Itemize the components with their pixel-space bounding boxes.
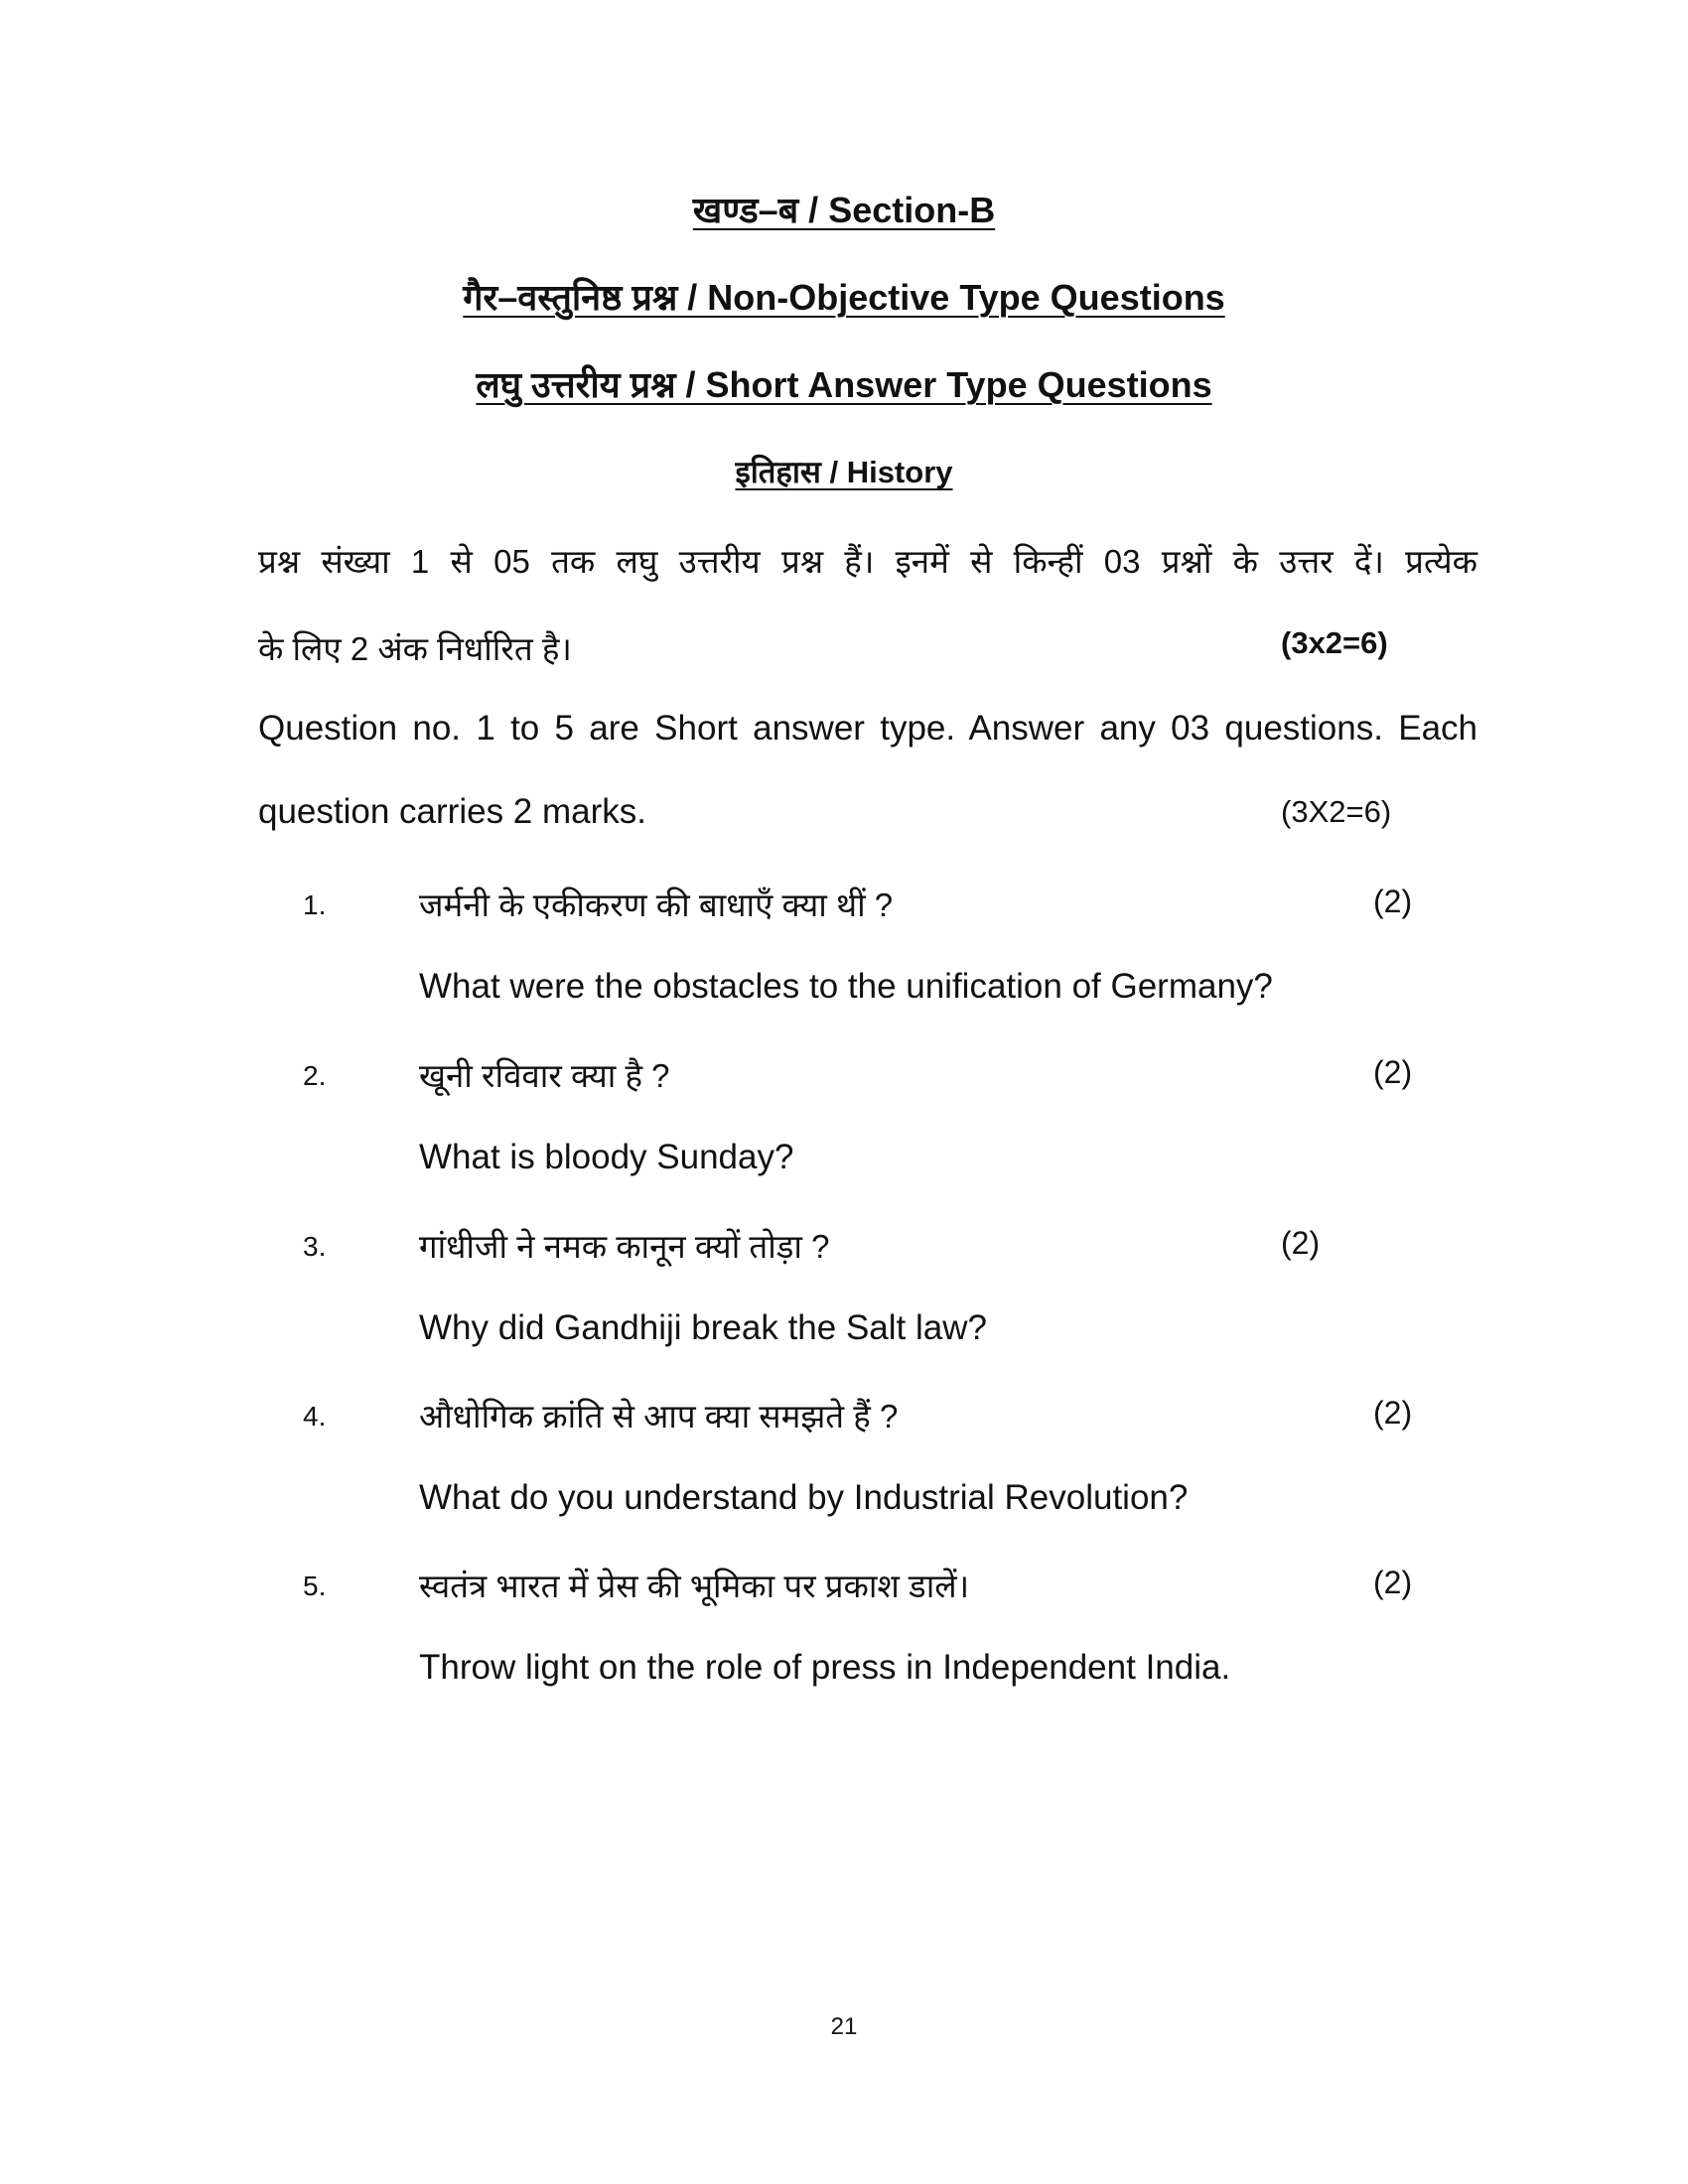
question-marks: (2) bbox=[1373, 1395, 1413, 1431]
instruction-hindi-line1: प्रश्न संख्या 1 से 05 तक लघु उत्तरीय प्रश्न हैं। इनमें से किन्हीं 03 प्रश्नों के उत्तर दें। प्रत्येक bbox=[258, 543, 1477, 580]
subject-heading: इतिहास / History bbox=[735, 455, 953, 489]
question-marks: (2) bbox=[1373, 884, 1413, 919]
section-heading: खण्ड–ब / Section-B bbox=[692, 190, 996, 230]
question-item bbox=[0, 882, 1688, 1052]
question-hindi: गांधीजी ने नमक कानून क्यों तोड़ा ? bbox=[419, 1228, 830, 1265]
question-number: 3. bbox=[303, 1231, 327, 1262]
question-marks: (2) bbox=[1373, 1565, 1413, 1600]
question-english: What do you understand by Industrial Revolution? bbox=[419, 1478, 1189, 1517]
instruction-english-marks: (3X2=6) bbox=[1281, 794, 1392, 829]
question-english: Why did Gandhiji break the Salt law? bbox=[419, 1308, 987, 1347]
answer-type-heading: लघु उत्तरीय प्रश्न / Short Answer Type Questions bbox=[476, 364, 1212, 405]
question-type-heading: गैर–वस्तुनिष्ठ प्रश्न / Non-Objective Type Questions bbox=[463, 277, 1225, 318]
question-hindi: स्वतंत्र भारत में प्रेस की भूमिका पर प्रकाश डालें। bbox=[419, 1568, 970, 1604]
question-hindi: जर्मनी के एकीकरण की बाधाएँ क्या थीं ? bbox=[419, 887, 894, 923]
question-hindi: औधोगिक क्रांति से आप क्या समझते हैं ? bbox=[419, 1398, 899, 1434]
question-english: Throw light on the role of press in Independent India. bbox=[419, 1648, 1231, 1687]
question-marks: (2) bbox=[1373, 1054, 1413, 1090]
question-number: 4. bbox=[303, 1401, 327, 1432]
page-number: 21 bbox=[830, 2013, 858, 2040]
question-english: What were the obstacles to the unification of Germany? bbox=[419, 967, 1273, 1006]
instruction-english-line1: Question no. 1 to 5 are Short answer type. Answer any 03 questions. Each bbox=[258, 709, 1477, 748]
question-item bbox=[0, 1563, 1688, 1733]
instruction-english-line2: question carries 2 marks. bbox=[258, 792, 646, 831]
instruction-hindi-marks: (3x2=6) bbox=[1281, 625, 1388, 660]
question-number: 5. bbox=[303, 1570, 327, 1601]
question-item bbox=[0, 1052, 1688, 1223]
question-item bbox=[0, 1393, 1688, 1564]
instruction-hindi-line2: के लिए 2 अंक निर्धारित है। bbox=[258, 630, 572, 667]
question-marks: (2) bbox=[1281, 1225, 1321, 1261]
question-number: 2. bbox=[303, 1060, 327, 1091]
question-hindi: खूनी रविवार क्या है ? bbox=[419, 1057, 670, 1094]
question-number: 1. bbox=[303, 889, 327, 920]
question-english: What is bloody Sunday? bbox=[419, 1138, 794, 1176]
question-item bbox=[0, 1223, 1688, 1394]
